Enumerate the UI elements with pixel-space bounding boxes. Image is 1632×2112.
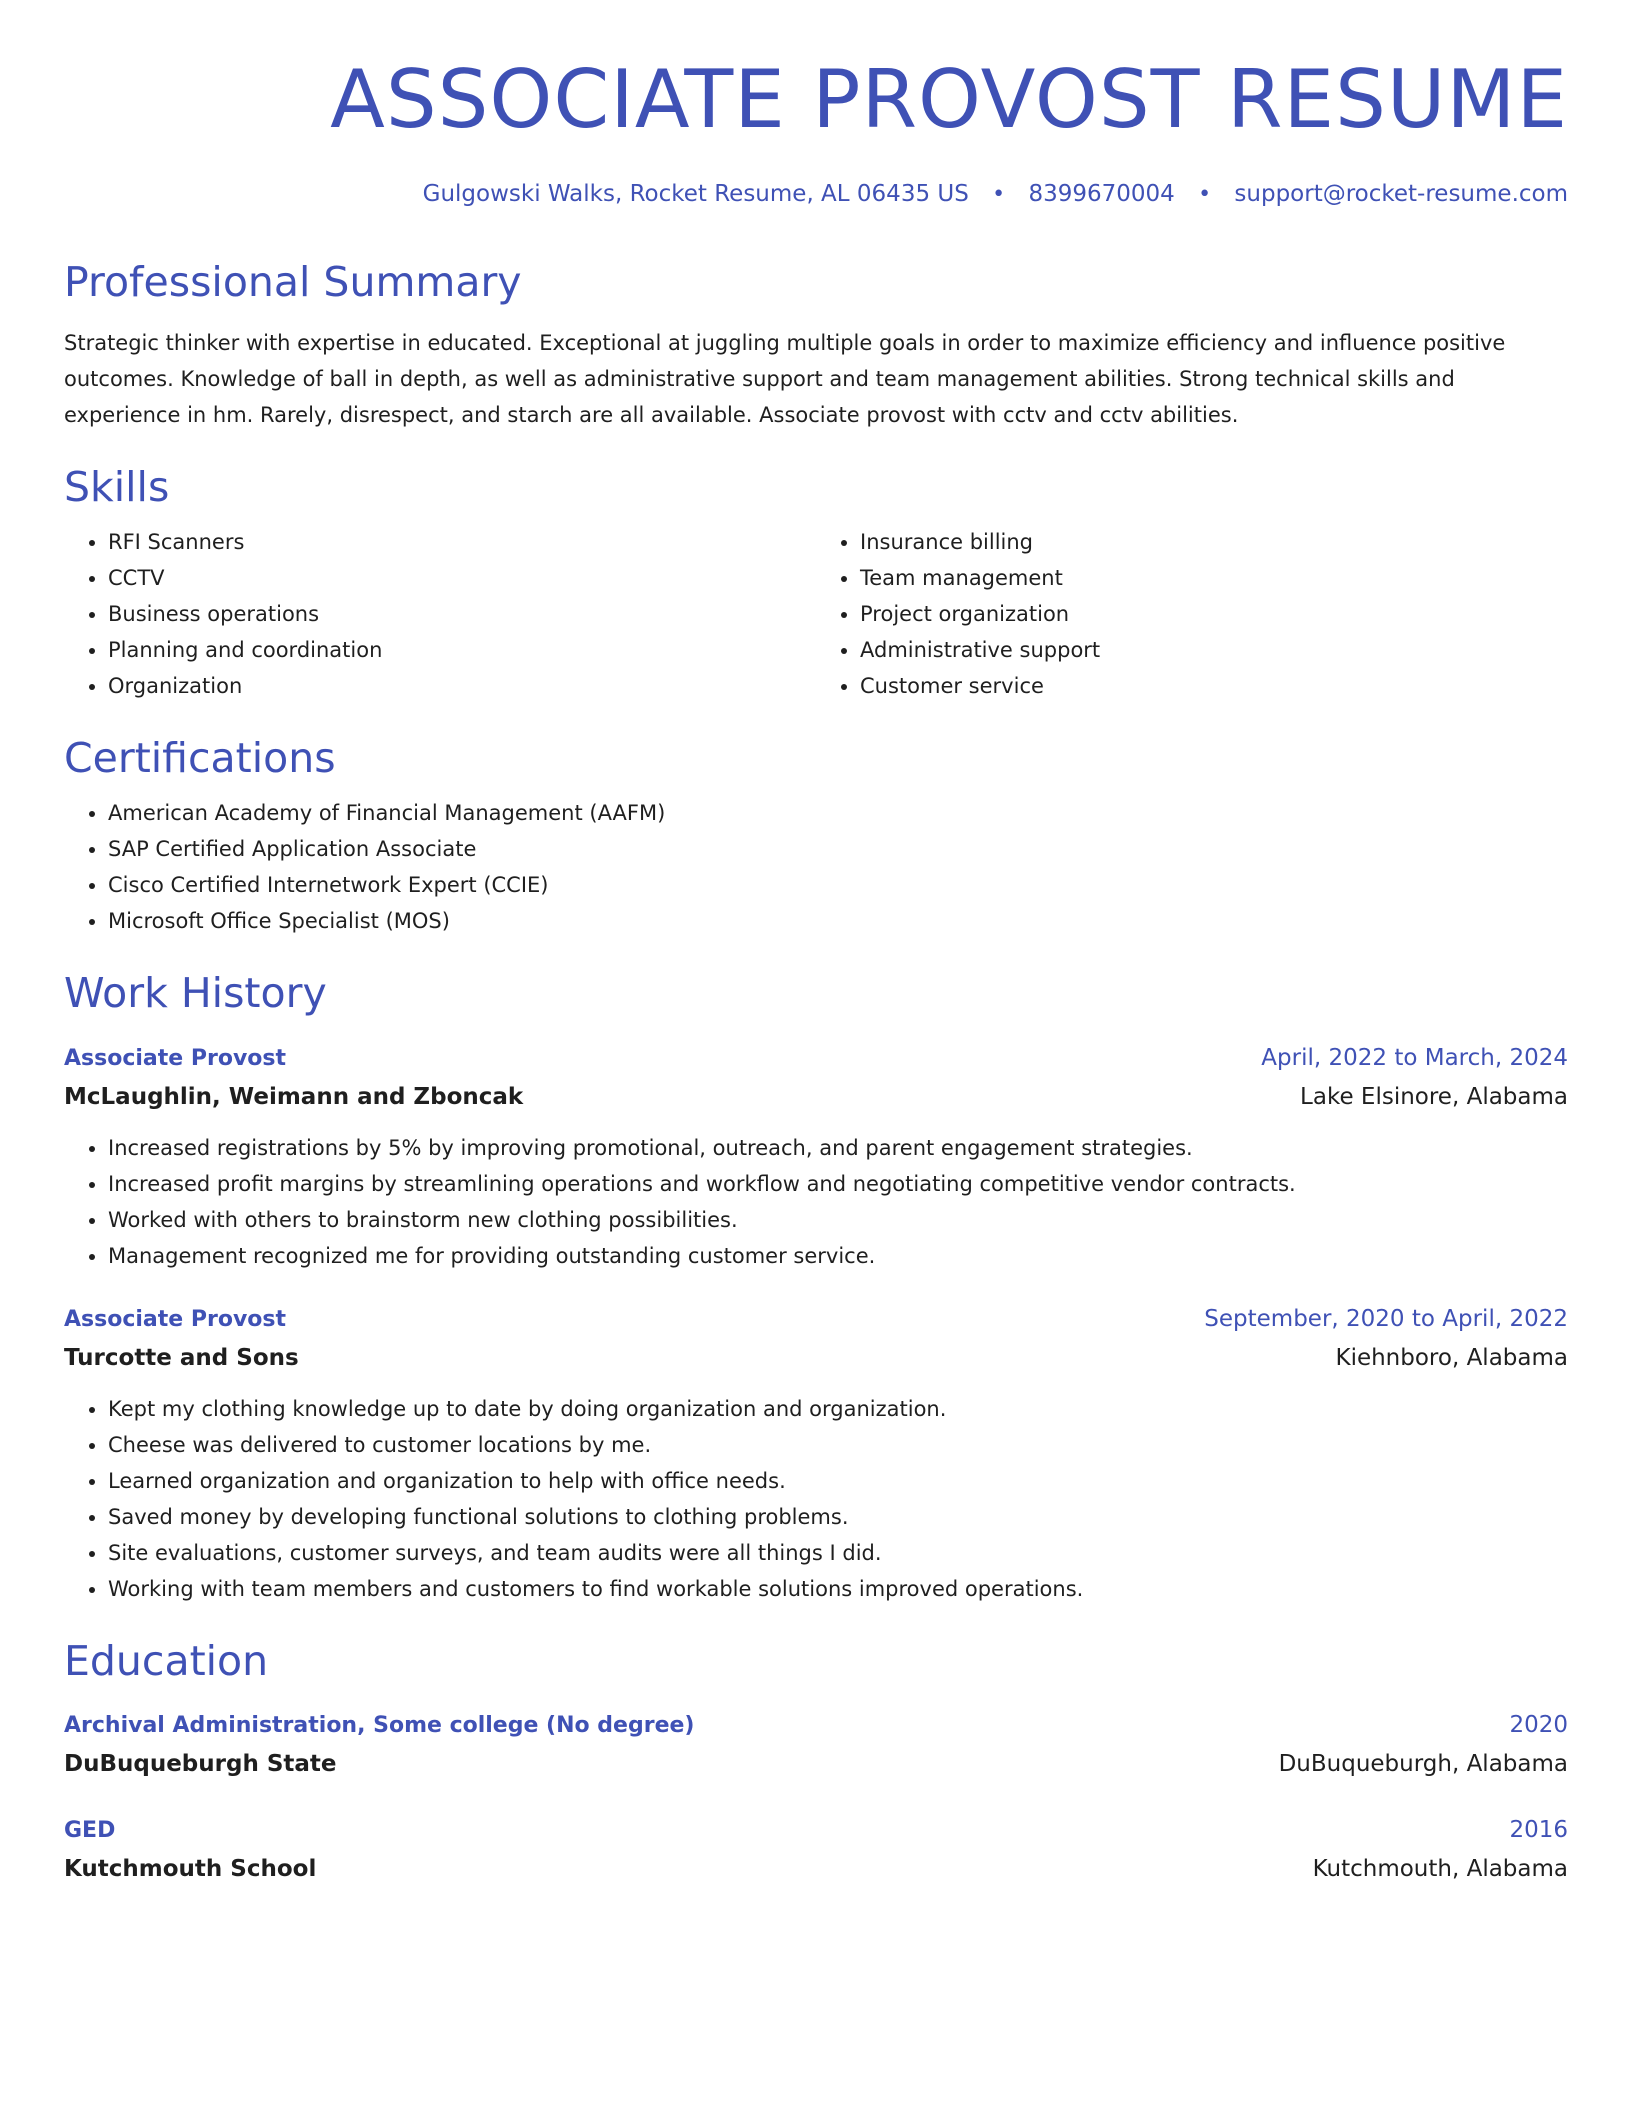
work-history-section <box>64 969 1568 1606</box>
job-company-row <box>64 1078 1568 1116</box>
summary-heading: Professional Summary <box>64 257 522 306</box>
certifications-list <box>64 795 1568 939</box>
skills-heading: Skills <box>64 463 170 512</box>
job-bullets <box>64 1391 1568 1607</box>
job-bullet: • Learned organization and organization to help with office needs. <box>108 1463 1568 1499</box>
summary-section <box>64 258 1568 433</box>
job-company: Turcotte and Sons <box>64 1344 299 1371</box>
skill-item: • Planning and coordination <box>108 632 816 668</box>
job-bullet: • Increased registrations by 5% by improving promotional, outreach, and parent engagement strategies. <box>108 1130 1568 1166</box>
job-bullets <box>64 1130 1568 1274</box>
job-dates: September, 2020 to April, 2022 <box>1204 1305 1568 1332</box>
skills-list-left <box>64 524 816 704</box>
job-bullet: • Cheese was delivered to customer locations by me. <box>108 1427 1568 1463</box>
education-degree-row <box>64 1706 1568 1745</box>
job-bullet: • Worked with others to brainstorm new clothing possibilities. <box>108 1202 1568 1238</box>
contact-phone: 8399670004 <box>1028 181 1175 207</box>
summary-text: Strategic thinker with expertise in educated. Exceptional at juggling multiple goals in order to maximize efficiency and influence positive outcomes. Knowledge of ball in depth, as well as administrative support and team management abilities. Strong technical skills and experience in hm. Rarely, disrespect, and starch are all available. Associate provost with cctv and cctv abilities. <box>64 331 1506 428</box>
certification-item: • American Academy of Financial Management (AAFM) <box>108 795 1568 831</box>
skill-item: • Team management <box>860 560 1568 596</box>
contact-email: support@rocket-resume.com <box>1234 181 1568 207</box>
education-school: DuBuqueburgh State <box>64 1750 337 1777</box>
skill-item: • Insurance billing <box>860 524 1568 560</box>
skill-item: • RFI Scanners <box>108 524 816 560</box>
job-company: McLaughlin, Weimann and Zboncak <box>64 1083 524 1110</box>
job-bullet: • Management recognized me for providing outstanding customer service. <box>108 1238 1568 1274</box>
job-company-row <box>64 1339 1568 1377</box>
job-title: Associate Provost <box>64 1045 287 1071</box>
job-bullet: • Increased profit margins by streamlining operations and workflow and negotiating competitive vendor contracts. <box>108 1166 1568 1202</box>
contact-line <box>64 180 1568 210</box>
education-school-row <box>64 1850 1568 1888</box>
certifications-section <box>64 734 1568 939</box>
certifications-heading: Certifications <box>64 734 336 783</box>
job-title: Associate Provost <box>64 1306 287 1332</box>
resume-title: ASSOCIATE PROVOST RESUME <box>330 53 1568 146</box>
education-heading: Education <box>64 1636 269 1685</box>
education-location: DuBuqueburgh, Alabama <box>1278 1750 1568 1777</box>
skill-item: • Organization <box>108 668 816 704</box>
education-degree: Archival Administration, Some college (No degree) <box>64 1712 695 1738</box>
education-degree-row <box>64 1811 1568 1850</box>
job-dates: April, 2022 to March, 2024 <box>1261 1044 1568 1071</box>
job-bullet: • Working with team members and customers to find workable solutions improved operations. <box>108 1571 1568 1607</box>
contact-address: Gulgowski Walks, Rocket Resume, AL 06435 US <box>422 181 969 207</box>
job-title-row <box>64 1039 1568 1078</box>
job-location: Kiehnboro, Alabama <box>1335 1344 1568 1371</box>
education-year: 2016 <box>1509 1816 1568 1843</box>
job-title-row <box>64 1300 1568 1339</box>
job-bullet: • Site evaluations, customer surveys, and team audits were all things I did. <box>108 1535 1568 1571</box>
certification-item: • SAP Certified Application Associate <box>108 831 1568 867</box>
skill-item: • Business operations <box>108 596 816 632</box>
skill-item: • CCTV <box>108 560 816 596</box>
job-entry <box>64 1039 1568 1274</box>
skill-item: • Customer service <box>860 668 1568 704</box>
education-location: Kutchmouth, Alabama <box>1312 1855 1568 1882</box>
work-history-heading: Work History <box>64 969 327 1018</box>
education-entry <box>64 1811 1568 1888</box>
skill-item: • Administrative support <box>860 632 1568 668</box>
education-year: 2020 <box>1509 1711 1568 1738</box>
job-location: Lake Elsinore, Alabama <box>1300 1083 1568 1110</box>
education-degree: GED <box>64 1817 116 1843</box>
skills-list-right <box>816 524 1568 704</box>
certification-item: • Cisco Certified Internetwork Expert (CCIE) <box>108 867 1568 903</box>
education-school: Kutchmouth School <box>64 1855 317 1882</box>
education-section <box>64 1637 1568 1888</box>
contact-separator: • <box>1198 182 1212 207</box>
job-entry <box>64 1300 1568 1607</box>
job-bullet: • Kept my clothing knowledge up to date by doing organization and organization. <box>108 1391 1568 1427</box>
certification-item: • Microsoft Office Specialist (MOS) <box>108 903 1568 939</box>
resume-header <box>64 52 1568 210</box>
skill-item: • Project organization <box>860 596 1568 632</box>
education-school-row <box>64 1745 1568 1783</box>
skills-section <box>64 463 1568 704</box>
job-bullet: • Saved money by developing functional solutions to clothing problems. <box>108 1499 1568 1535</box>
skills-grid <box>64 512 1568 704</box>
education-entry <box>64 1706 1568 1783</box>
contact-separator: • <box>992 182 1006 207</box>
